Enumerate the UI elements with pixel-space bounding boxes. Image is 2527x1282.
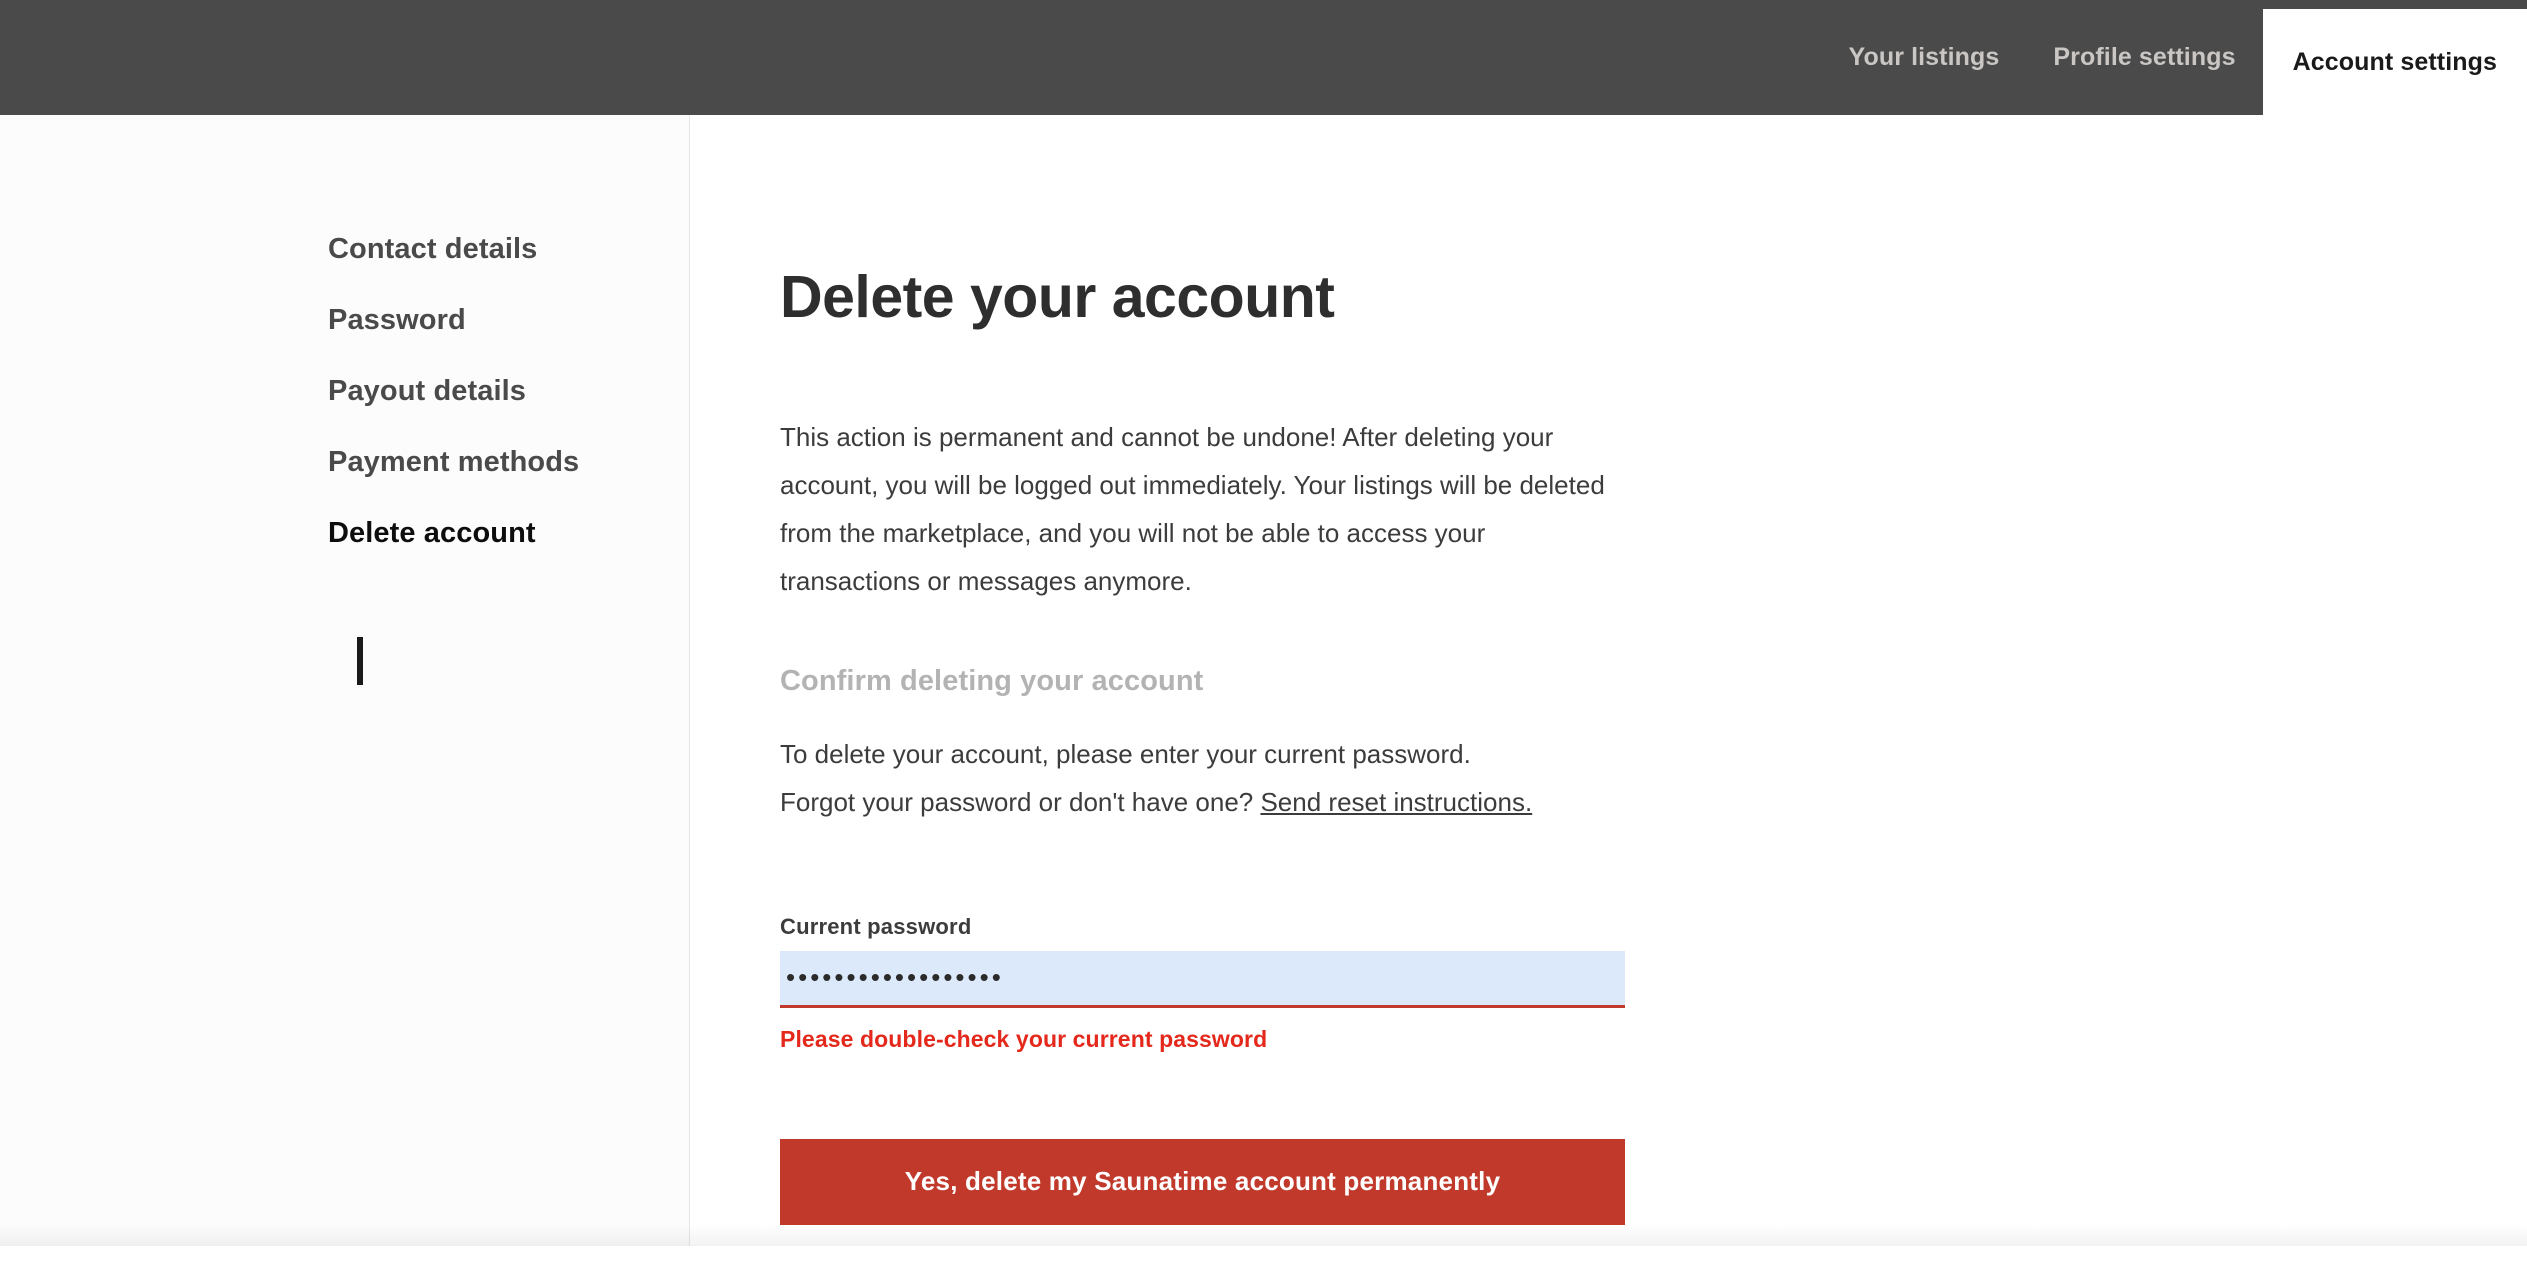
page-title: Delete your account bbox=[780, 264, 1335, 330]
send-reset-instructions-link[interactable]: Send reset instructions. bbox=[1260, 786, 1533, 817]
current-password-field-block bbox=[780, 826, 1625, 1225]
helper-text bbox=[780, 698, 1680, 826]
sidebar-item-contact-details[interactable]: Contact details bbox=[328, 233, 538, 265]
page-body bbox=[0, 115, 2527, 1282]
helper-line-1: To delete your account, please enter your current password. bbox=[780, 738, 1471, 769]
intro-paragraph: This action is permanent and cannot be undone! After deleting your account, you will be logged out immediately. Your listings will be deleted from the marketplace, and you will not be able to access your transactions or messages anymore. bbox=[780, 421, 1605, 596]
current-password-input[interactable] bbox=[780, 951, 1625, 1008]
selected-item-marker bbox=[357, 637, 363, 685]
delete-account-button[interactable]: Yes, delete my Saunatime account permanently bbox=[780, 1139, 1625, 1225]
nav-links bbox=[1822, 0, 2527, 115]
main-content bbox=[691, 115, 2527, 1282]
bottom-shadow bbox=[0, 1224, 2527, 1246]
sidebar-item-password[interactable]: Password bbox=[328, 304, 466, 336]
sidebar-item-delete-account[interactable]: Delete account bbox=[328, 517, 536, 549]
nav-link-account-settings[interactable]: Account settings bbox=[2263, 9, 2527, 115]
sidebar-item-payout-details[interactable]: Payout details bbox=[328, 375, 527, 407]
section-heading-confirm: Confirm deleting your account bbox=[780, 664, 1204, 697]
password-error-message: Please double-check your current password bbox=[780, 1025, 1268, 1052]
sidebar-items bbox=[0, 115, 689, 550]
helper-line-2-prefix: Forgot your password or don't have one? bbox=[780, 786, 1261, 817]
nav-link-your-listings[interactable]: Your listings bbox=[1848, 43, 2000, 71]
browser-chrome-bottom bbox=[0, 1246, 2527, 1282]
sidebar-item-payment-methods[interactable]: Payment methods bbox=[328, 446, 580, 478]
settings-sidebar bbox=[0, 115, 690, 1282]
current-password-label: Current password bbox=[780, 913, 972, 939]
top-navigation-bar bbox=[0, 0, 2527, 115]
nav-link-profile-settings[interactable]: Profile settings bbox=[2053, 43, 2236, 71]
